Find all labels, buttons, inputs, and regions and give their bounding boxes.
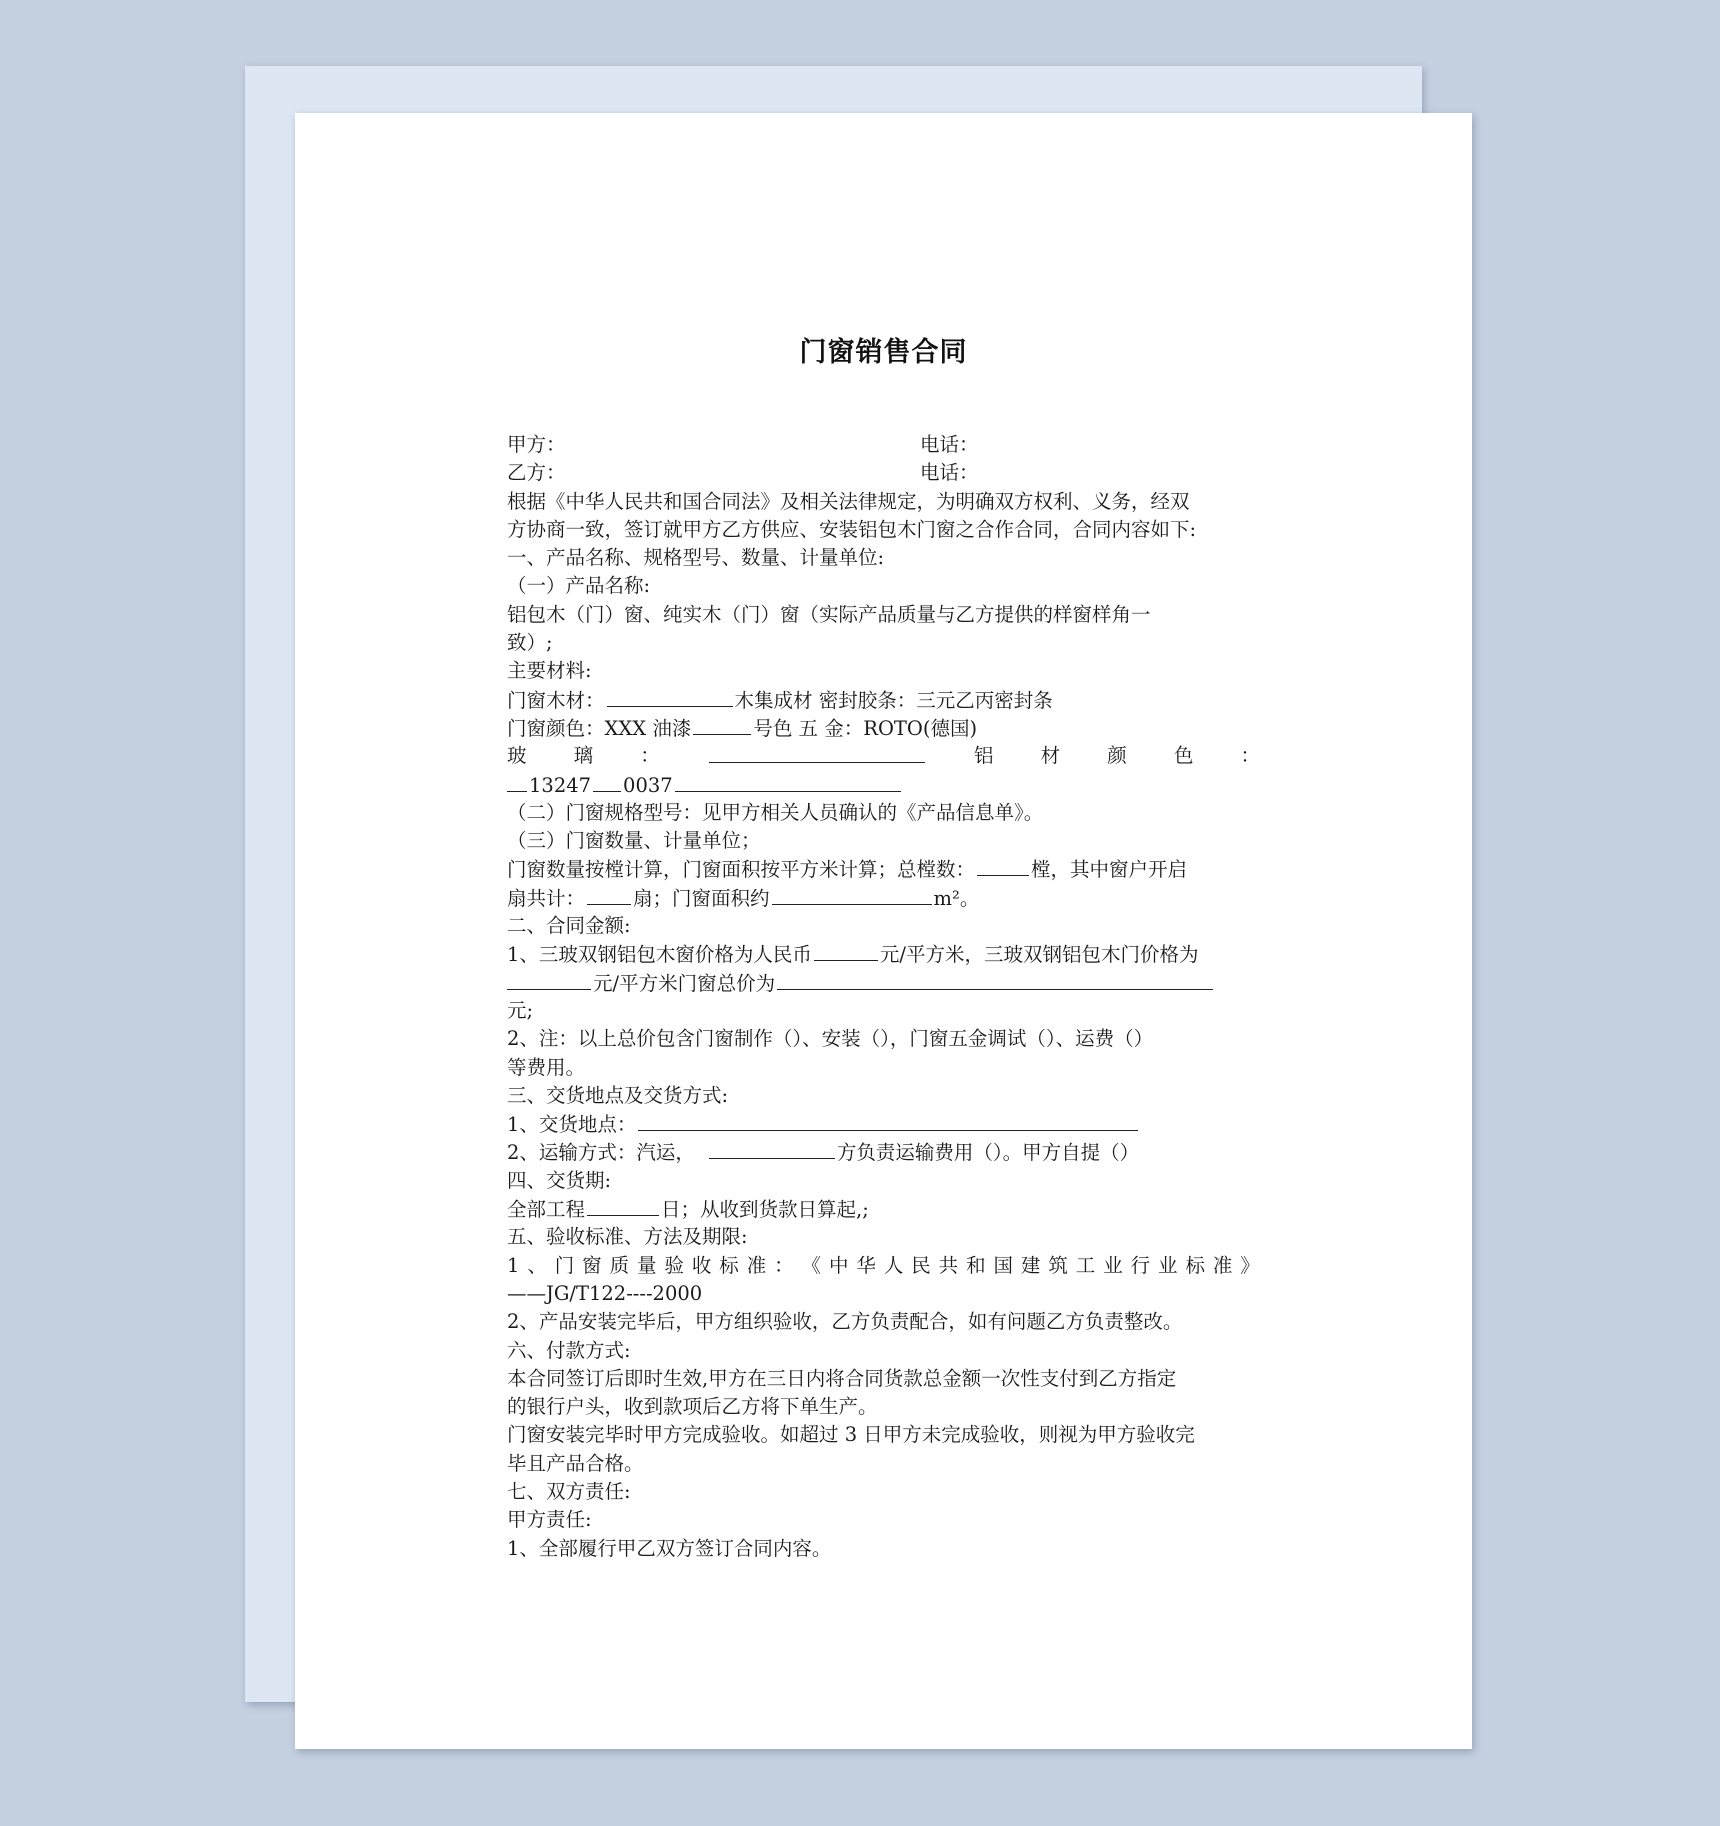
qty-row	[507, 884, 1260, 912]
alu-blank	[675, 771, 901, 792]
std-char: 量	[637, 1253, 657, 1277]
glass-char: 璃	[573, 744, 594, 768]
intro-line: 根据《中华人民共和国合同法》及相关法律规定，为明确双方权利、义务，经双	[507, 489, 1190, 513]
std-char: 行	[1130, 1253, 1151, 1277]
color-blank	[693, 714, 751, 735]
glass-char: 玻	[507, 744, 527, 768]
price-blank	[507, 969, 591, 990]
std-char: 中	[828, 1253, 849, 1277]
payment-line: 门窗安装完毕时甲方完成验收。如超过 3 日甲方未完成验收，则视为甲方验收完	[507, 1423, 1195, 1447]
party-b-label: 乙方：	[507, 461, 566, 485]
color-label: 门窗颜色：XXX 油漆	[507, 716, 692, 740]
alu-blank	[507, 771, 527, 792]
section1-sub2: （二）门窗规格型号：见甲方相关人员确认的《产品信息单》。	[507, 800, 1044, 824]
delivery-place-row	[507, 1110, 1260, 1138]
std-char: 业	[1103, 1253, 1123, 1277]
std-char: 民	[911, 1253, 931, 1277]
alu-char: ：	[1240, 744, 1260, 768]
section1-sub1: （一）产品名称:	[507, 574, 651, 598]
std-char: 国	[993, 1253, 1014, 1277]
intro-line: 方协商一致，签订就甲方乙方供应、安装铝包木门窗之合作合同，合同内容如下:	[507, 517, 1197, 541]
delivery-place-label: 1、交货地点：	[507, 1113, 637, 1137]
materials-label: 主要材料:	[507, 659, 592, 683]
delivery-place-blank	[638, 1110, 1138, 1131]
std-char: 标	[1185, 1253, 1205, 1277]
party-a-phone-label: 电话：	[920, 433, 979, 456]
wood-suffix: 木集成材 密封胶条：三元乙丙密封条	[734, 688, 1053, 712]
party-a-row	[507, 431, 1260, 459]
color-suffix: 号色 五 金：ROTO(德国)	[753, 716, 978, 740]
std-char: 业	[1158, 1253, 1178, 1277]
std-char: ：	[774, 1253, 794, 1277]
glass-char: ：	[640, 744, 660, 768]
section4-heading: 四、交货期:	[507, 1168, 612, 1192]
std-char: 共	[938, 1253, 959, 1277]
section6-heading: 六、付款方式:	[507, 1338, 631, 1362]
section2-heading: 二、合同金额:	[507, 914, 631, 938]
document-page	[295, 113, 1472, 1749]
alu-char: 铝	[973, 744, 994, 768]
std-char: 工	[1075, 1253, 1096, 1277]
std-char: 标	[719, 1253, 739, 1277]
product-line: 铝包木（门）窗、纯实木（门）窗（实际产品质量与乙方提供的样窗样角一	[507, 602, 1151, 626]
alu-code-a: 13247	[529, 773, 592, 797]
std-char: 验	[664, 1253, 684, 1277]
alu-code-row	[507, 771, 1260, 799]
transport-text: 方负责运输费用（）。甲方自提（）	[836, 1141, 1140, 1165]
wood-label: 门窗木材：	[507, 688, 605, 712]
transport-blank	[709, 1138, 835, 1159]
std-char: 1	[507, 1253, 520, 1277]
color-row	[507, 714, 1260, 742]
payment-line: 本合同签订后即时生效,甲方在三日内将合同货款总金额一次性支付到乙方指定	[507, 1366, 1177, 1390]
alu-char: 材	[1040, 744, 1061, 768]
std-char: 和	[966, 1253, 986, 1277]
price-row	[507, 940, 1260, 968]
price-note: 2、注：以上总价包含门窗制作（）、安装（），门窗五金调试（）、运费（）	[507, 1027, 1154, 1051]
delivery-period-text: 全部工程	[507, 1198, 586, 1222]
std-char: 质	[609, 1253, 630, 1277]
price-row	[507, 969, 1260, 997]
qty-text: m²。	[933, 886, 980, 910]
payment-line: 毕且产品合格。	[507, 1451, 644, 1475]
payment-line: 的银行户头，收到款项后乙方将下单生产。	[507, 1395, 878, 1419]
qty-row	[507, 855, 1260, 883]
qty-text: 樘，其中窗户开启	[1031, 858, 1188, 882]
party-b-phone-label: 电话：	[920, 461, 979, 485]
party-b-row	[507, 459, 1260, 487]
section1-sub3: （三）门窗数量、计量单位；	[507, 829, 761, 853]
price-text: 元/平方米门窗总价为	[593, 971, 776, 995]
qty-blank	[977, 855, 1029, 876]
std-char: 人	[883, 1253, 904, 1277]
alu-char: 色	[1173, 744, 1194, 768]
delivery-period-blank	[587, 1195, 659, 1216]
std-char: 准	[746, 1253, 767, 1277]
document-body	[507, 431, 1260, 1563]
glass-blank	[709, 742, 925, 763]
wood-row	[507, 686, 1260, 714]
qty-text: 扇共计：	[507, 886, 586, 910]
qty-blank	[587, 884, 631, 905]
std-char: 筑	[1048, 1253, 1068, 1277]
glass-alu-row	[507, 742, 1260, 770]
std-char: 华	[856, 1253, 876, 1277]
alu-char: 颜	[1107, 744, 1127, 768]
delivery-period-text: 日；从收到货款日算起,;	[661, 1198, 869, 1222]
price-text: 1、三玻双钢铝包木窗价格为人民币	[507, 943, 812, 967]
std-char: 门	[554, 1253, 575, 1277]
standard-row	[507, 1252, 1260, 1280]
transport-text: 2、运输方式：汽运，	[507, 1141, 695, 1165]
std-char: 》	[1240, 1253, 1260, 1277]
section5-heading: 五、验收标准、方法及期限:	[507, 1225, 748, 1249]
total-blank	[777, 969, 1213, 990]
standard-code: ——JG/T122----2000	[507, 1281, 703, 1305]
price-blank	[814, 940, 878, 961]
std-char: 收	[691, 1253, 712, 1277]
alu-blank	[593, 771, 621, 792]
std-char: 准	[1212, 1253, 1233, 1277]
std-char: 、	[527, 1253, 547, 1277]
party-a-label: 甲方：	[507, 433, 566, 456]
price-unit: 元;	[507, 998, 534, 1022]
std-char: 《	[801, 1253, 822, 1277]
party-a-duty-item: 1、全部履行甲乙双方签订合同内容。	[507, 1536, 832, 1560]
alu-code-b: 0037	[623, 773, 673, 797]
party-a-duty-heading: 甲方责任:	[507, 1508, 592, 1532]
price-note: 等费用。	[507, 1055, 586, 1079]
transport-row	[507, 1138, 1260, 1166]
section1-heading: 一、产品名称、规格型号、数量、计量单位:	[507, 546, 885, 570]
product-line: 致）;	[507, 631, 553, 655]
section7-heading: 七、双方责任:	[507, 1479, 631, 1503]
std-char: 窗	[582, 1253, 602, 1277]
std-char: 建	[1020, 1253, 1041, 1277]
qty-blank	[772, 884, 932, 905]
delivery-period-row	[507, 1195, 1260, 1223]
qty-text: 扇；门窗面积约	[633, 886, 770, 910]
acceptance-item: 2、产品安装完毕后，甲方组织验收，乙方负责配合，如有问题乙方负责整改。	[507, 1310, 1183, 1334]
document-title: 门窗销售合同	[799, 337, 968, 368]
section3-heading: 三、交货地点及交货方式:	[507, 1083, 729, 1107]
price-text: 元/平方米，三玻双钢铝包木门价格为	[879, 943, 1199, 967]
wood-blank	[607, 686, 733, 707]
qty-text: 门窗数量按樘计算，门窗面积按平方米计算；总樘数：	[507, 858, 976, 882]
